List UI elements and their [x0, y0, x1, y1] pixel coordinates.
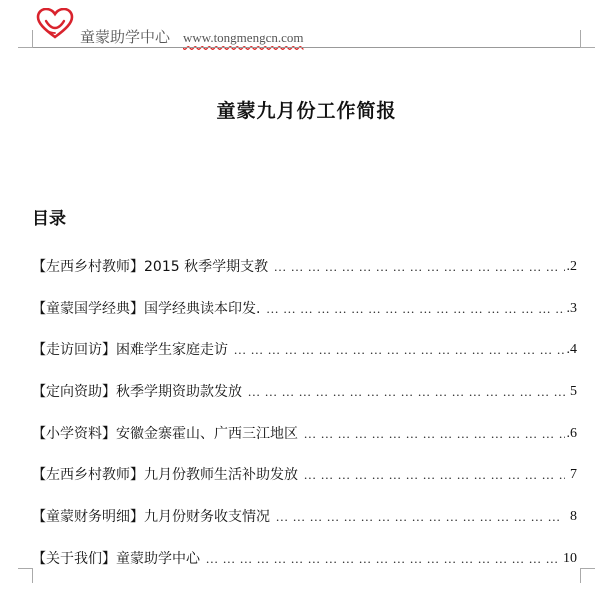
- toc-entry[interactable]: [32, 381, 577, 423]
- toc-entry-text: 【小学资料】安徽金寨霍山、广西三江地区: [32, 425, 298, 442]
- toc-page-number: 8: [570, 509, 577, 525]
- toc-entry[interactable]: [32, 256, 577, 298]
- toc-page-number: 5: [570, 384, 577, 400]
- toc-entry[interactable]: [32, 298, 577, 340]
- margin-corner-top-left: [18, 30, 33, 48]
- toc-dot-leader: [298, 464, 565, 486]
- toc-dot-leader: [242, 381, 565, 403]
- page-header: [0, 0, 613, 48]
- toc-dot-leader: [200, 548, 563, 570]
- toc-entry[interactable]: [32, 464, 577, 506]
- heart-hands-logo-icon: [36, 8, 74, 40]
- margin-corner-bottom-right: [580, 568, 595, 583]
- margin-corner-bottom-left: [18, 568, 33, 583]
- toc-dot-leader: [228, 339, 565, 361]
- toc-page-number: 10: [563, 550, 577, 566]
- toc-entry-text: 【左西乡村教师】2015 秋季学期支教: [32, 259, 269, 275]
- toc-dot-leader: [270, 506, 565, 528]
- margin-corner-top-right: [580, 30, 595, 48]
- org-name: 童蒙助学中心: [80, 28, 171, 46]
- toc-page-number: .6: [566, 425, 577, 441]
- toc-page-number: .3: [566, 300, 577, 316]
- toc-page-number: .2: [566, 259, 577, 274]
- org-url-link[interactable]: www.tongmengcn.com: [183, 30, 304, 45]
- header-divider: [32, 47, 580, 48]
- toc-entry-text: 【童蒙国学经典】国学经典读本印发.: [32, 300, 261, 317]
- toc-heading: 目录: [32, 209, 66, 229]
- toc-page-number: .4: [566, 342, 577, 358]
- toc-entry[interactable]: [32, 423, 577, 465]
- toc-entry[interactable]: [32, 548, 577, 590]
- toc-entry-text: 【定向资助】秋季学期资助款发放: [32, 384, 242, 401]
- toc-dot-leader: [268, 256, 565, 278]
- toc-page-number: 7: [570, 467, 577, 483]
- toc-entry-text: 【走访回访】困难学生家庭走访: [32, 342, 228, 359]
- toc-dot-leader: [298, 423, 565, 445]
- table-of-contents: [32, 256, 577, 590]
- toc-entry-text: 【左西乡村教师】九月份教师生活补助发放: [32, 467, 298, 484]
- toc-entry[interactable]: [32, 339, 577, 381]
- toc-entry[interactable]: [32, 506, 577, 548]
- toc-entry-text: 【童蒙财务明细】九月份财务收支情况: [32, 509, 270, 526]
- toc-entry-text: 【关于我们】童蒙助学中心: [32, 550, 200, 567]
- document-title: 童蒙九月份工作简报: [216, 100, 397, 122]
- toc-dot-leader: [260, 298, 565, 320]
